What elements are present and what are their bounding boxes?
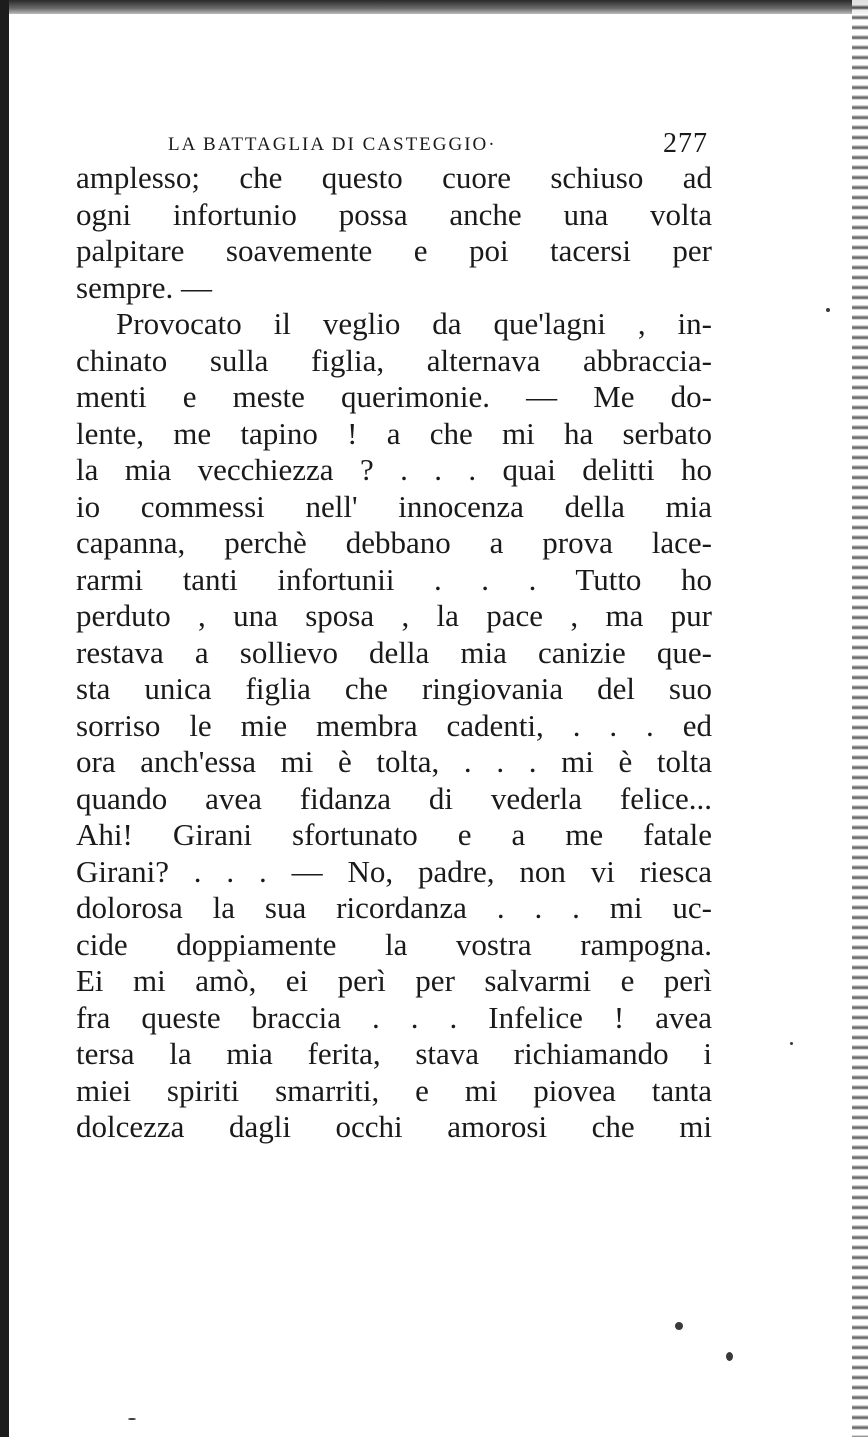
text-line: amplesso; che questo cuore schiuso ad	[76, 160, 712, 195]
scan-right-edge	[852, 0, 868, 1437]
scan-speck	[726, 1352, 733, 1361]
text-line: restava a sollievo della mia canizie que-	[76, 634, 712, 670]
text-line: Provocato il veglio da que'lagni , in-	[116, 306, 712, 341]
running-head-title: LA BATTAGLIA DI CASTEGGIO·	[168, 134, 497, 155]
text-line: menti e meste querimonie. — Me do-	[76, 379, 712, 414]
text-line: tersa la mia ferita, stava richiamando i	[76, 1036, 712, 1071]
scan-speck	[826, 308, 830, 312]
scan-speck	[128, 1418, 136, 1420]
text-line: cide doppiamente la vostra rampogna.	[76, 926, 712, 962]
text-line: io commessi nell' innocenza della mia	[76, 488, 712, 524]
text-line: la mia vecchiezza ? . . . quai delitti ho	[76, 452, 712, 487]
text-line: Ei mi amò, ei perì per salvarmi e perì	[76, 963, 712, 998]
scan-left-edge	[0, 0, 9, 1437]
text-line: perduto , una sposa , la pace , ma pur	[76, 598, 712, 633]
text-line: sempre. —	[76, 269, 213, 305]
text-line: Ahi! Girani sfortunato e a me fatale	[76, 817, 712, 852]
text-line: dolorosa la sua ricordanza . . . mi uc-	[76, 890, 712, 925]
page-number: 277	[663, 128, 708, 159]
scan-speck	[675, 1322, 683, 1330]
text-line: dolcezza dagli occhi amorosi che mi	[76, 1109, 712, 1144]
text-line: chinato sulla figlia, alternava abbraccia-	[76, 342, 712, 378]
text-line: lente, me tapino ! a che mi ha serbato	[76, 415, 712, 451]
text-line: rarmi tanti infortunii . . . Tutto ho	[76, 561, 712, 597]
text-line: sta unica figlia che ringiovania del suo	[76, 671, 712, 706]
scan-speck	[790, 1042, 793, 1045]
text-line: fra queste braccia . . . Infelice ! avea	[76, 999, 712, 1035]
scan-top-edge	[0, 0, 868, 14]
body-text	[76, 160, 712, 1146]
text-line: Girani? . . . — No, padre, non vi riesca	[76, 853, 712, 889]
text-line: quando avea fidanza di vederla felice...	[76, 780, 712, 816]
running-head	[168, 128, 708, 162]
text-line: miei spiriti smarriti, e mi piovea tanta	[76, 1072, 712, 1108]
text-line: ora anch'essa mi è tolta, . . . mi è tolta	[76, 744, 712, 779]
text-line: sorriso le mie membra cadenti, . . . ed	[76, 707, 712, 743]
text-line: ogni infortunio possa anche una volta	[76, 196, 712, 232]
text-line: capanna, perchè debbano a prova lace-	[76, 525, 712, 560]
text-line: palpitare soavemente e poi tacersi per	[76, 233, 712, 268]
